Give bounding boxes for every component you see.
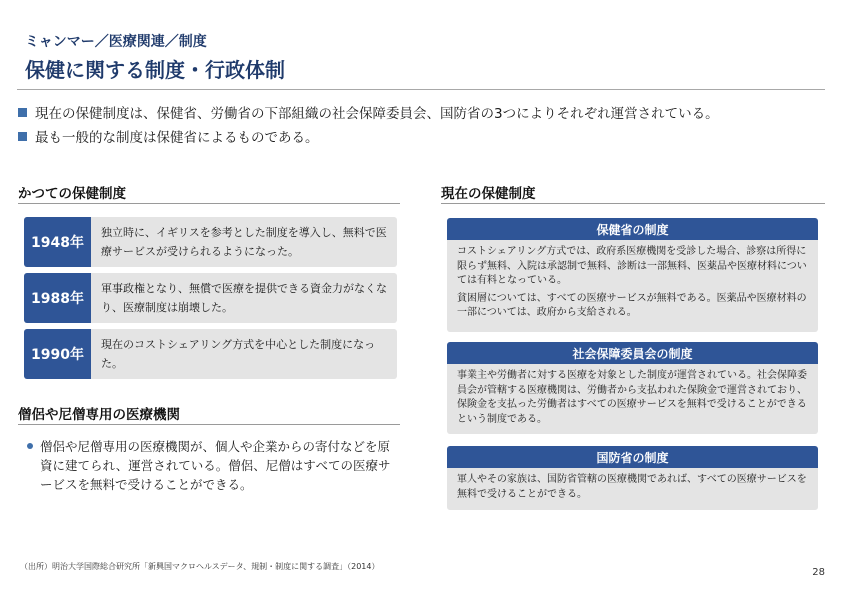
summary-item bbox=[18, 100, 719, 124]
history-text: 軍事政権となり、無償で医療を提供できる資金力がなくなり、医療制度は崩壊した。 bbox=[101, 282, 387, 314]
past-system-divider bbox=[18, 203, 400, 204]
moh-system-header: 保健省の制度 bbox=[447, 218, 818, 240]
ssb-system-header: 社会保障委員会の制度 bbox=[447, 342, 818, 364]
current-system-divider bbox=[441, 203, 825, 204]
source-note: （出所）明治大学国際総合研究所「新興国マクロヘルスデータ、規制・制度に関する調査」（2014） bbox=[20, 562, 380, 571]
summary-text: 現在の保健制度は、保健省、労働省の下部組織の社会保障委員会、国防省の3つによりそれぞれ運営されている。 bbox=[35, 106, 719, 122]
past-system-heading: かつての保健制度 bbox=[18, 186, 126, 202]
mod-system-header: 国防省の制度 bbox=[447, 446, 818, 468]
breadcrumb: ミャンマー／医療関連／制度 bbox=[25, 34, 207, 50]
summary-item bbox=[18, 124, 719, 148]
mod-system-paragraph: 軍人やその家族は、国防省管轄の医療機関であれば、すべての医療サービスを無料で受けることができる。 bbox=[457, 474, 807, 500]
history-text: 現在のコストシェアリング方式を中心とした制度になった。 bbox=[101, 338, 376, 370]
history-card-1990 bbox=[24, 329, 397, 379]
monk-hospital-divider bbox=[18, 424, 400, 425]
ssb-system-paragraph: 事業主や労働者に対する医療を対象とした制度が運営されている。社会保障委員会が管轄する医療機関は、労働者から支払われた保険金で運営されており、保険金を支払った労働者はすべての医療サービスを無料で受けることができるという制度である。 bbox=[457, 370, 807, 425]
square-bullet-icon bbox=[18, 108, 27, 117]
history-card-1948 bbox=[24, 217, 397, 267]
year-tag: 1990年 bbox=[24, 329, 91, 379]
year-tag: 1988年 bbox=[24, 273, 91, 323]
moh-system-paragraph: 貧困層については、すべての医療サービスが無料である。医薬品や医療材料の一部については、政府から支給される。 bbox=[457, 292, 807, 318]
square-bullet-icon bbox=[18, 132, 27, 141]
moh-system-paragraph: コストシェアリング方式では、政府系医療機関を受診した場合、診察は所得に限らず無料、入院は承認制で無料、診断は一部無料、医薬品や医療材料については有料となっている。 bbox=[457, 246, 807, 286]
history-card-1988 bbox=[24, 273, 397, 323]
monk-hospital-text: 僧侶や尼僧専用の医療機関が、個人や企業からの寄付などを原資に建てられ、運営されている。僧侶、尼僧はすべての医療サービスを無料で受けることができる。 bbox=[40, 439, 391, 492]
monk-hospital-item bbox=[27, 437, 399, 494]
year-tag: 1948年 bbox=[24, 217, 91, 267]
summary-text: 最も一般的な制度は保健省によるものである。 bbox=[35, 130, 319, 146]
moh-system-body bbox=[447, 240, 818, 332]
monk-hospital-heading: 僧侶や尼僧専用の医療機関 bbox=[18, 407, 180, 423]
current-system-heading: 現在の保健制度 bbox=[441, 186, 536, 202]
title-divider bbox=[17, 89, 825, 90]
summary-list bbox=[18, 100, 719, 148]
mod-system-body bbox=[447, 468, 818, 510]
page-title: 保健に関する制度・行政体制 bbox=[25, 58, 285, 82]
round-bullet-icon bbox=[27, 443, 33, 449]
ssb-system-body bbox=[447, 364, 818, 434]
history-text: 独立時に、イギリスを参考とした制度を導入し、無料で医療サービスが受けられるようになった。 bbox=[101, 226, 387, 258]
page-number: 28 bbox=[812, 567, 825, 578]
